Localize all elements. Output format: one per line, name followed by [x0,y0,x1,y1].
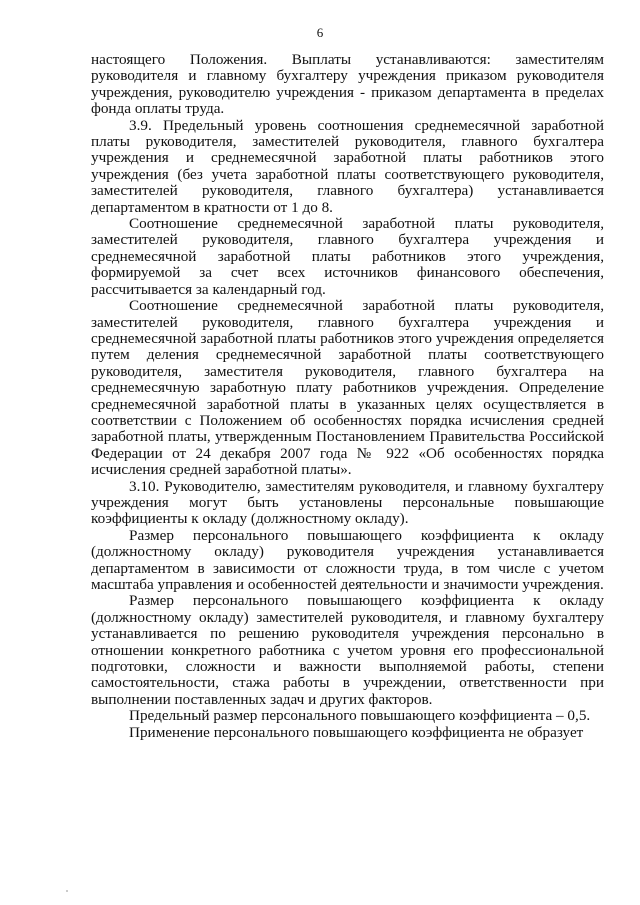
paragraph-continuation: настоящего Положения. Выплаты устанавливаются: заместителям руководителя и главному бухгалтеру учреждения приказом руководителя учреждения, руководителю учреждения - приказом департамента в пределах фонда оплаты труда. [91,51,604,118]
paragraph-coefficient-limit: Предельный размер персонального повышающего коэффициента – 0,5. [129,707,591,725]
paragraph-deputy-coefficient: Размер персонального повышающего коэффициента к окладу (должностному окладу) заместителей руководителя, и главному бухгалтеру устанавливается по решению руководителя учреждения персонально в отношении конкретного работника с учетом уровня его профессиональной подготовки, сложности и важности выполняемой работы, степени самостоятельности, стажа работы в учреждении, ответственности при выполнении поставленных задач и других факторов. [91,592,604,708]
page-number: 6 [316,25,324,40]
document-body [91,52,604,741]
paragraph-ratio-calculation: Соотношение среднемесячной заработной платы руководителя, заместителей руководителя, главного бухгалтера учреждения и среднемесячной заработной платы работников этого учреждения, формируемой за счет всех источников финансового обеспечения, рассчитывается за календарный год. [91,215,604,298]
paragraph-3-9: 3.9. Предельный уровень соотношения среднемесячной заработной платы руководителя, заместителей руководителя, главного бухгалтера учреждения и среднемесячной заработной платы работников этого учреждения (без учета заработной платы соответствующего руководителя, заместителей руководителя, главного бухгалтера) устанавливается департаментом в кратности от 1 до 8. [91,116,604,216]
paragraph-ratio-definition: Соотношение среднемесячной заработной платы руководителя, заместителей руководителя, главного бухгалтера учреждения и среднемесячной заработной платы работников этого учреждения определяется путем деления среднемесячной заработной платы соответствующего руководителя, заместителя руководителя, главного бухгалтера на среднемесячную заработную плату работников учреждения. Определение среднемесячной заработной платы в указанных целях осуществляется в соответствии с Положением об особенностях порядка исчисления средней заработной платы, утвержденным Постановлением Правительства Российской Федерации от 24 декабря 2007 года № 922 «Об особенностях порядка исчисления средней заработной платы». [91,297,604,479]
scan-speck [66,890,68,892]
paragraph-head-coefficient: Размер персонального повышающего коэффициента к окладу (должностному окладу) руководителя учреждения устанавливается департаментом в зависимости от сложности труда, в том числе с учетом масштаба управления и особенностей деятельности и значимости учреждения. [91,526,604,593]
paragraph-3-10: 3.10. Руководителю, заместителям руководителя, и главному бухгалтеру учреждения могут быть установлены персональные повышающие коэффициенты к окладу (должностному окладу). [91,477,604,528]
paragraph-coefficient-application: Применение персонального повышающего коэффициента не образует [129,723,584,741]
